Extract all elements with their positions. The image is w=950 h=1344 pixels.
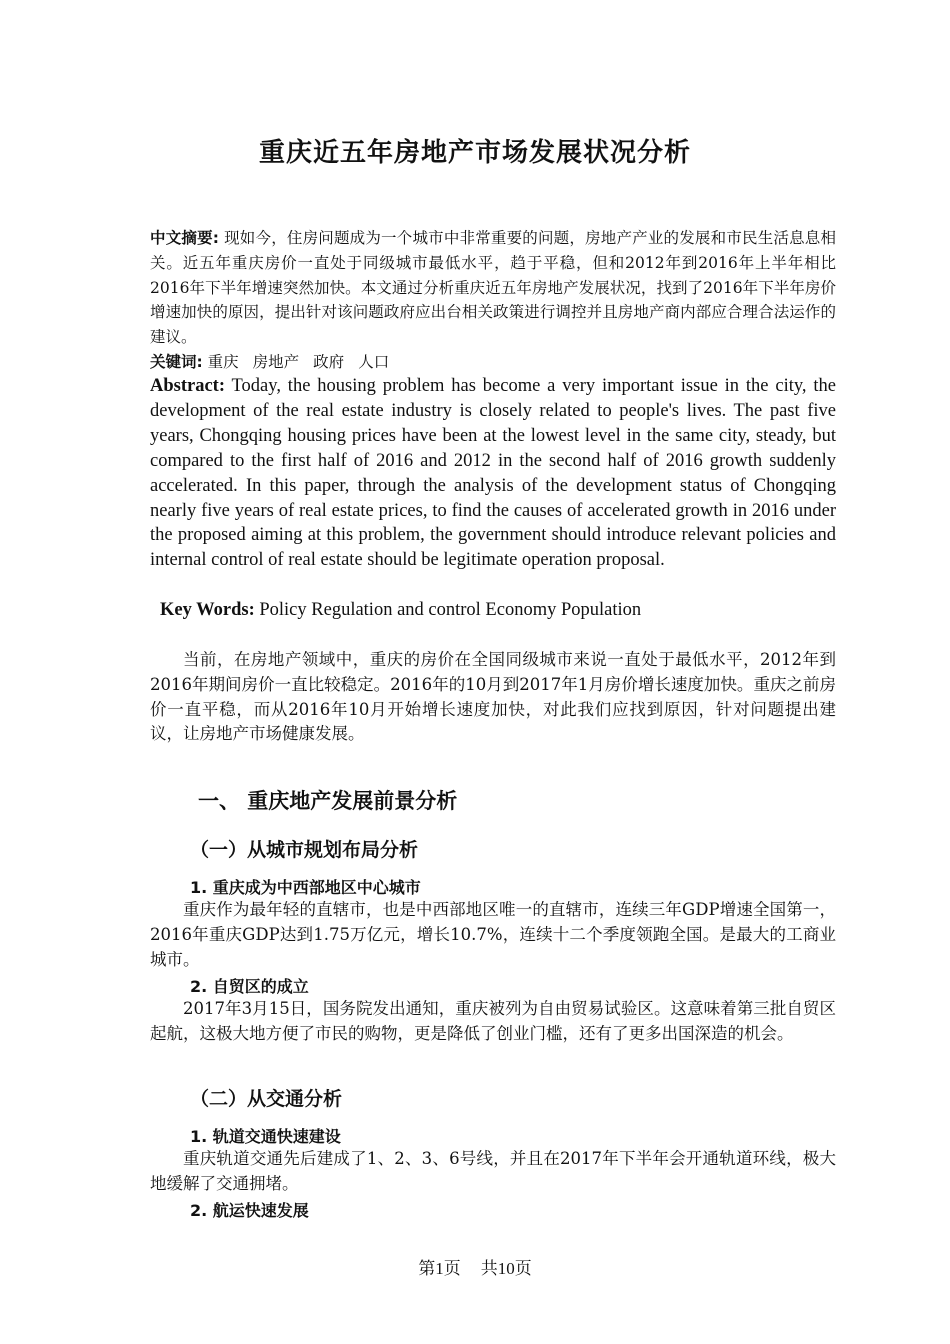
keywords-cn-label: 关键词: [150,353,203,371]
item-heading: 1. 重庆成为中西部地区中心城市 [190,878,421,897]
abstract-en [150,374,836,573]
keyword-item: 房地产 [252,353,300,371]
item-paragraph: 重庆轨道交通先后建成了1、2、3、6号线，并且在2017年下半年会开通轨道环线，极大地缓解了交通拥堵。 [150,1149,836,1193]
section-heading: 一、 重庆地产发展前景分析 [198,789,458,813]
item-heading: 2. 自贸区的成立 [190,977,309,996]
page-total: 共10页 [480,1259,532,1278]
keyword-item: 政府 [313,353,345,371]
page-footer [0,1254,950,1279]
keywords-en-text: Policy Regulation and control Economy Population [254,600,642,620]
intro-paragraph: 当前，在房地产领域中，重庆的房价在全国同级城市来说一直处于最低水平，2012年到2016年期间房价一直比较稳定。2016年的10月到2017年1月房价增长速度加快。重庆之前房价一直平稳，而从2016年10月开始增长速度加快，对此我们应找到原因，针对问题提出建议，让房地产市场健康发展。 [150,650,836,744]
abstract-cn [150,226,836,350]
abstract-cn-label: 中文摘要: [150,229,219,247]
subsection-heading: （一）从城市规划布局分析 [190,839,419,861]
item-paragraph: 重庆作为最年轻的直辖市，也是中西部地区唯一的直辖市，连续三年GDP增速全国第一，2016年重庆GDP达到1.75万亿元，增长10.7%，连续十二个季度领跑全国。是最大的工商业城市。 [150,900,836,969]
keyword-item: 重庆 [207,353,239,371]
abstract-cn-text: 现如今，住房问题成为一个城市中非常重要的问题，房地产产业的发展和市民生活息息相关。近五年重庆房价一直处于同级城市最低水平，趋于平稳，但和2012年到2016年上半年相比2016年下半年增速突然加快。本文通过分析重庆近五年房地产发展状况，找到了2016年下半年房价增速加快的原因，提出针对该问题政府应出台相关政策进行调控并且房地产商内部应合理合法运作的建议。 [150,229,836,347]
abstract-en-label: Abstract: [150,376,226,396]
keywords-cn [150,350,836,375]
abstract-en-text: Today, the housing problem has become a very important issue in the city, the development of the real estate industry is closely related to people's lives. The past five years, Chongqing housing prices have been at the lowest level in the same city, steady, but compared to the first half of 2016 and 2012 in the second half of 2016 growth suddenly accelerated. In this paper, through the analysis of the development status of Chongqing nearly five years of real estate prices, to find the causes of accelerated growth in 2016 under the proposed aiming at this problem, the government should introduce relevant policies and internal control of real estate should be legitimate operation proposal. [150,376,836,571]
page-number: 第1页 [418,1259,461,1278]
keywords-en [160,598,846,623]
keyword-item: 人口 [358,353,390,371]
item-heading: 1. 轨道交通快速建设 [190,1127,341,1146]
subsection-heading: （二）从交通分析 [190,1088,343,1110]
keywords-en-label: Key Words: [160,600,255,620]
item-heading: 2. 航运快速发展 [190,1201,309,1220]
item-paragraph: 2017年3月15日，国务院发出通知，重庆被列为自由贸易试验区。这意味着第三批自贸区起航，这极大地方便了市民的购物，更是降低了创业门槛，还有了更多出国深造的机会。 [150,999,836,1043]
document-title: 重庆近五年房地产市场发展状况分析 [258,138,691,168]
